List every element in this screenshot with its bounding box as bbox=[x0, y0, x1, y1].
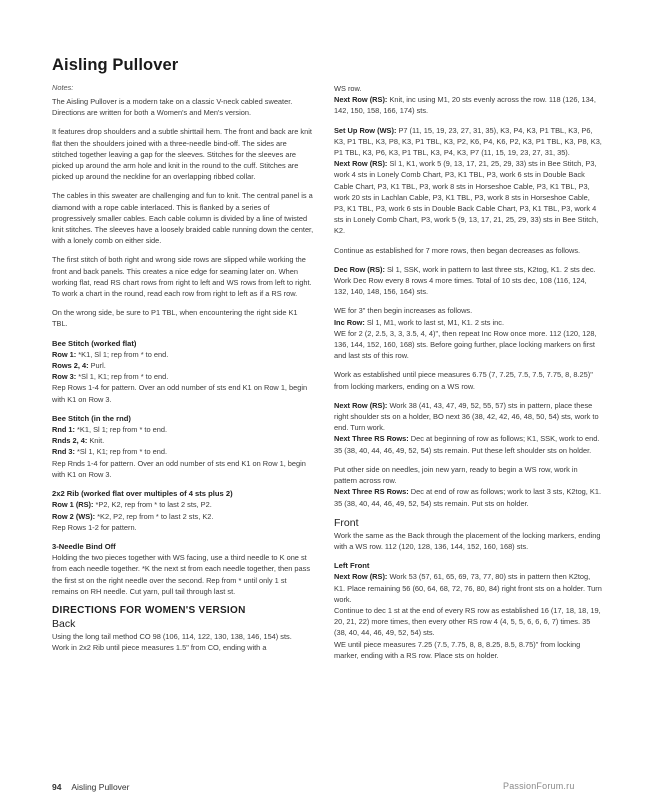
bee-stitch-rnd-section bbox=[52, 413, 314, 480]
left-front-heading: Left Front bbox=[334, 561, 370, 571]
row-text: *K1, Sl 1; rep from * to end. bbox=[76, 349, 169, 359]
row-instruction bbox=[334, 125, 602, 159]
dec-note: Work Dec Row every 8 rows 4 more times. Total of 10 sts dec, 108 (116, 124, 132, 140, 148, 156, 164) sts. bbox=[334, 276, 587, 297]
row-text: Work 53 (57, 61, 65, 69, 73, 77, 80) sts in pattern then K2tog, K1. Place remaining 56 (60, 64, 68, 72, 76, 80, 84) right front sts on a holder. Turn work. bbox=[334, 572, 602, 604]
work-established-text: Work as established until piece measures 6.75 (7, 7.25, 7.5, 7.5, 7.75, 8, 8.25)" from locking markers, ending on a WS row. bbox=[334, 370, 593, 391]
row-label: Rnd 3: bbox=[52, 447, 75, 457]
row-instruction bbox=[334, 433, 602, 455]
row-instruction bbox=[334, 486, 602, 508]
section-subheading: Bee Stitch (worked flat) bbox=[52, 338, 137, 348]
row-label: Dec Row (RS): bbox=[334, 264, 385, 274]
row-text: *K2, P2, rep from * to last 2 sts, K2. bbox=[95, 511, 214, 521]
notes-label: Notes: bbox=[52, 83, 74, 92]
row-instruction bbox=[52, 349, 314, 360]
row-label: Rnds 2, 4: bbox=[52, 436, 88, 446]
row-label: Next Row (RS): bbox=[334, 95, 388, 105]
row-label: Row 1 (RS): bbox=[52, 500, 94, 510]
row-label: Row 2 (WS): bbox=[52, 511, 96, 521]
pattern-note: Rep Rows 1-4 for pattern. Over an odd number of sts end K1 on Row 1, begin with K1 on Row 3. bbox=[52, 383, 308, 404]
notes-paragraph: The cables in this sweater are challenging and fun to knit. The central panel is a diamond with a rope cable interlaced. This is flanked by a series of progressively smaller cables. Each cable column is divided by a line of twisted knit stitches. The sleeves have a loosely braided cable running down the center, with a lonely comb on either side. bbox=[52, 191, 314, 246]
pattern-note: Rep Rnds 1-4 for pattern. Over an odd number of sts end K1 on Row 1, begin with K1 on Row 3. bbox=[52, 458, 306, 479]
row-label: Next Three RS Rows: bbox=[334, 434, 409, 444]
bind-off-text: Holding the two pieces together with WS facing, use a third needle to K one st from each needle together. *K the next st from each needle together, then pass the first st on the right needle over the second. Rep from * until only 1 st remains on RH needle. Cut yarn, pull tail through last st. bbox=[52, 553, 311, 596]
continue-dec-text: Continue to dec 1 st at the end of every RS row as established 16 (17, 18, 18, 19, 20, 21, 22) more times, then every other RS row 4 (4, 5, 5, 6, 6, 6, 7) times. 35 (38, 40, 44, 46, 49, 52, 54) sts. bbox=[334, 605, 601, 638]
row-instruction bbox=[52, 435, 314, 446]
row-label: Row 3: bbox=[52, 372, 77, 382]
back-text: Work in 2x2 Rib until piece measures 1.5" from CO, ending with a bbox=[52, 643, 267, 653]
row-label: Row 1: bbox=[52, 349, 77, 359]
row-instruction bbox=[334, 571, 602, 605]
row-text: Dec at end of row as follows; work to last 3 sts, K2tog, K1. 35 (38, 40, 44, 46, 49, 52, 54) sts remain. Put sts on holder. bbox=[334, 487, 601, 508]
section-subheading: 3-Needle Bind Off bbox=[52, 541, 116, 551]
row-text: Work 38 (41, 43, 47, 49, 52, 55, 57) sts in pattern, place these right shoulder sts on a holder, BO next 36 (38, 42, 42, 46, 48, 50, 54) sts, work to end. Turn work. bbox=[334, 400, 599, 433]
ws-row-text: WS row. bbox=[334, 84, 362, 93]
bind-off-section bbox=[52, 541, 314, 597]
footer-title: Aisling Pullover bbox=[71, 782, 130, 792]
row-instruction bbox=[334, 264, 602, 275]
row-text: Knit. bbox=[87, 436, 105, 446]
left-column bbox=[52, 56, 314, 653]
row-text: *P2, K2, rep from * to last 2 sts, P2. bbox=[93, 500, 212, 510]
page-footer bbox=[52, 782, 130, 792]
row-text: *Sl 1, K1; rep from * to end. bbox=[76, 372, 169, 382]
notes-paragraph: On the wrong side, be sure to P1 TBL, when encountering the right side K1 TBL. bbox=[52, 308, 298, 329]
row-text: Sl 1, M1, work to last st, M1, K1. 2 sts inc. bbox=[364, 317, 505, 327]
row-instruction bbox=[52, 360, 314, 371]
notes-paragraph: The Aisling Pullover is a modern take on a classic V-neck cabled sweater. Directions are written for both a Women's and Men's version. bbox=[52, 97, 293, 118]
row-text: Purl. bbox=[88, 361, 106, 371]
row-text: Sl 1, K1, work 5 (9, 13, 17, 21, 25, 29, 33) sts in Bee Stitch, P3, work 4 sts in Lonely Comb Chart, P3, K1 TBL, P3, work 6 sts in Double Back Cable Chart, P3, K1 TBL, P3, work 8 sts in Horseshoe Cable, P3, K1 TBL, P3, work 20 sts in Lachlan Cable, P3, K1 TBL, P3, work 8 sts in Horseshoe Cable, P3, K1 TBL, P3, work 6 sts in Double Back Cable Chart, P3, K1 TBL, P3, work 4 sts in Lonely Comb Chart, P3, work 5 (9, 13, 17, 21, 25, 29, 33) sts in Bee Stitch, K2. bbox=[334, 159, 599, 236]
row-text: *K1, Sl 1; rep from * to end. bbox=[75, 425, 168, 435]
we-text: WE for 2 (2, 2.5, 3, 3, 3.5, 4, 4)", then repeat Inc Row once more. 112 (120, 128, 136, 144, 152, 160, 168) sts. Before going further, place locking markers on first and last sts of this row. bbox=[334, 328, 597, 361]
row-text: Dec at beginning of row as follows; K1, SSK, work to end. 35 (38, 40, 44, 46, 49, 52, 54) sts remain. Put these left shoulder sts on holder. bbox=[334, 434, 600, 455]
notes-paragraph: It features drop shoulders and a subtle shirttail hem. The front and back are knit flat then the shoulders joined with a three-needle bind-off. The sides are stitched together leaving a gap for the sleeves. Stitches for the sleeves are picked up around the arm hole and knit in the round to the cuff. Stitches are picked up around the neckline for an overlapping ribbed collar. bbox=[52, 127, 312, 182]
watermark: PassionForum.ru bbox=[503, 781, 575, 791]
bee-stitch-flat-section bbox=[52, 338, 314, 405]
row-label: Rnd 1: bbox=[52, 425, 75, 435]
row-instruction bbox=[334, 400, 602, 434]
row-label: Next Row (RS): bbox=[334, 572, 388, 582]
row-instruction bbox=[52, 424, 314, 435]
row-label: Inc Row: bbox=[334, 317, 365, 327]
row-label: Next Row (RS): bbox=[334, 159, 388, 169]
page-number: 94 bbox=[52, 782, 62, 792]
section-subheading: Bee Stitch (in the rnd) bbox=[52, 413, 131, 423]
we-until-text: WE until piece measures 7.25 (7.5, 7.75, 8, 8, 8.25, 8.5, 8.75)" from locking marker, ending with a RS row. Place sts on holder. bbox=[334, 639, 581, 660]
row-text: *Sl 1, K1; rep from * to end. bbox=[75, 447, 168, 457]
row-instruction bbox=[52, 511, 314, 522]
row-label: Rows 2, 4: bbox=[52, 361, 89, 371]
row-text: Sl 1, SSK, work in pattern to last three sts, K2tog, K1. 2 sts dec. bbox=[384, 264, 596, 274]
rib-section bbox=[52, 488, 314, 533]
continue-text: Continue as established for 7 more rows, then began decreases as follows. bbox=[334, 245, 581, 255]
page-title: Aisling Pullover bbox=[52, 56, 179, 74]
row-label: Next Three RS Rows: bbox=[334, 487, 409, 497]
row-text: P7 (11, 15, 19, 23, 27, 31, 35), K3, P4, K3, P1 TBL, K3, P6, K3, P1 TBL, K3, P8, K3, P1 TBL, K3, P2, K6, P4, K6, P2, K3, P1 TBL, K3, P8, K3, P1 TBL, K3, P6, K3, P1 TBL, K3, P4, K3, P7 (11, 15, 19, 23, 27, 31, 35). bbox=[334, 125, 602, 158]
front-heading: Front bbox=[334, 516, 359, 529]
row-instruction bbox=[52, 371, 314, 382]
back-text: Using the long tail method CO 98 (106, 114, 122, 130, 138, 146, 154) sts. bbox=[52, 631, 292, 641]
row-label: Set Up Row (WS): bbox=[334, 125, 397, 135]
back-heading: Back bbox=[52, 617, 76, 630]
pattern-note: Rep Rows 1-2 for pattern. bbox=[52, 522, 137, 532]
row-instruction bbox=[334, 317, 602, 328]
row-text: Knit, inc using M1, 20 sts evenly across the row. 118 (126, 134, 142, 150, 158, 166, 174) sts. bbox=[334, 95, 596, 116]
section-subheading: 2x2 Rib (worked flat over multiples of 4 sts plus 2) bbox=[52, 489, 233, 499]
we-text: WE for 3" then begin increases as follows. bbox=[334, 306, 473, 316]
row-instruction bbox=[334, 158, 602, 236]
row-instruction bbox=[52, 446, 314, 457]
row-instruction bbox=[52, 499, 314, 510]
womens-version-heading: DIRECTIONS FOR WOMEN'S VERSION bbox=[52, 604, 246, 616]
put-other-side-text: Put other side on needles, join new yarn, ready to begin a WS row, work in pattern across row. bbox=[334, 464, 578, 486]
front-text: Work the same as the Back through the placement of the locking markers, ending with a WS row. 112 (120, 128, 136, 144, 152, 160, 168) sts. bbox=[334, 530, 601, 551]
notes-paragraph: The first stitch of both right and wrong side rows are slipped while working the front and back panels. This creates a nice edge for seaming later on. When working flat, read RS chart rows from right to left and WS rows from left to right. To work a chart in the round, read each row from right to left as if a RS row. bbox=[52, 255, 312, 299]
right-column bbox=[334, 83, 602, 661]
row-label: Next Row (RS): bbox=[334, 400, 388, 410]
row-instruction bbox=[334, 94, 602, 116]
